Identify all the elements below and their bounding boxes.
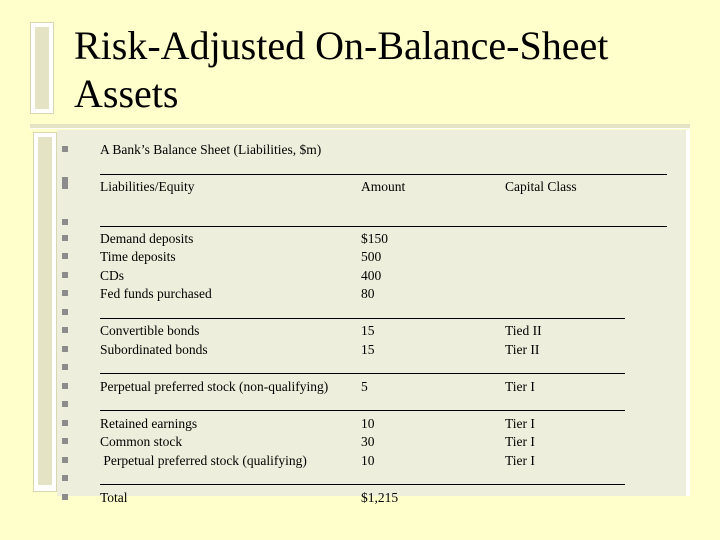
- table-row: [0, 341, 720, 359]
- row-amount: 10: [361, 453, 375, 468]
- table-row: [0, 415, 720, 433]
- table-row: [0, 452, 720, 470]
- row-item: Common stock: [100, 434, 183, 449]
- separator-line: [100, 226, 667, 227]
- row-amount: 5: [361, 379, 368, 394]
- square-bullet-icon: [62, 475, 68, 481]
- square-bullet-icon: [62, 346, 68, 352]
- row-item: Perpetual preferred stock (non-qualifying): [100, 379, 329, 394]
- row-amount: $150: [361, 231, 388, 246]
- separator-line: [100, 484, 625, 485]
- row-class: Tied II: [505, 323, 542, 338]
- square-bullet-icon: [62, 438, 68, 444]
- row-item: Convertible bonds: [100, 323, 200, 338]
- square-bullet-icon: [62, 272, 68, 278]
- separator-row: [0, 396, 720, 414]
- header-row: [0, 178, 720, 196]
- square-bullet-icon: [62, 219, 68, 225]
- header-amount: Amount: [361, 179, 406, 194]
- table-row: [0, 433, 720, 451]
- square-bullet-icon: [62, 401, 68, 407]
- row-amount: 30: [361, 434, 375, 449]
- row-class: Tier I: [505, 434, 535, 449]
- total-amount: $1,215: [361, 490, 399, 505]
- square-bullet-icon: [62, 183, 68, 189]
- separator-row: [0, 359, 720, 377]
- square-bullet-icon: [62, 327, 68, 333]
- table-row: [0, 267, 720, 285]
- slide-title: [74, 22, 694, 118]
- square-bullet-icon: [62, 457, 68, 463]
- square-bullet-icon: [62, 253, 68, 259]
- row-amount: 500: [361, 249, 382, 264]
- square-bullet-icon: [62, 494, 68, 500]
- row-item: CDs: [100, 268, 125, 283]
- table-row: [0, 285, 720, 303]
- header-liabilities-equity: Liabilities/Equity: [100, 179, 195, 194]
- table-row: [0, 248, 720, 266]
- square-bullet-icon: [62, 383, 68, 389]
- square-bullet-icon: [62, 364, 68, 370]
- header-capital-class: Capital Class: [505, 179, 577, 194]
- title-line-1: Risk-Adjusted On-Balance-Sheet: [74, 23, 609, 68]
- total-label: Total: [100, 490, 128, 505]
- row-amount: 400: [361, 268, 382, 283]
- separator-line: [100, 174, 667, 175]
- title-divider-highlight: [30, 128, 690, 129]
- separator-line: [100, 373, 625, 374]
- table-row: [0, 378, 720, 396]
- square-bullet-icon: [62, 309, 68, 315]
- table-row: [0, 230, 720, 248]
- caption-row: [0, 141, 720, 159]
- title-line-2: Assets: [74, 71, 179, 116]
- square-bullet-icon: [62, 235, 68, 241]
- square-bullet-icon: [62, 420, 68, 426]
- row-amount: 15: [361, 323, 375, 338]
- square-bullet-icon: [62, 146, 68, 152]
- separator-row: [0, 304, 720, 322]
- separator-line: [100, 318, 625, 319]
- row-amount: 80: [361, 286, 375, 301]
- row-item: Fed funds purchased: [100, 286, 212, 301]
- row-class: Tier I: [505, 379, 535, 394]
- square-bullet-icon: [62, 290, 68, 296]
- row-class: Tier I: [505, 453, 535, 468]
- row-class: Tier I: [505, 416, 535, 431]
- decorative-bar-inner: [35, 27, 49, 109]
- row-item: Time deposits: [100, 249, 176, 264]
- table-caption: A Bank’s Balance Sheet (Liabilities, $m): [100, 142, 322, 157]
- row-class: Tier II: [505, 342, 540, 357]
- row-item: Demand deposits: [100, 231, 194, 246]
- total-row: [0, 489, 720, 507]
- row-item: Subordinated bonds: [100, 342, 208, 357]
- row-item: Retained earnings: [100, 416, 198, 431]
- separator-row: [0, 470, 720, 488]
- row-amount: 15: [361, 342, 375, 357]
- separator-line: [100, 410, 625, 411]
- table-row: [0, 322, 720, 340]
- row-amount: 10: [361, 416, 375, 431]
- row-item: Perpetual preferred stock (qualifying): [100, 453, 307, 468]
